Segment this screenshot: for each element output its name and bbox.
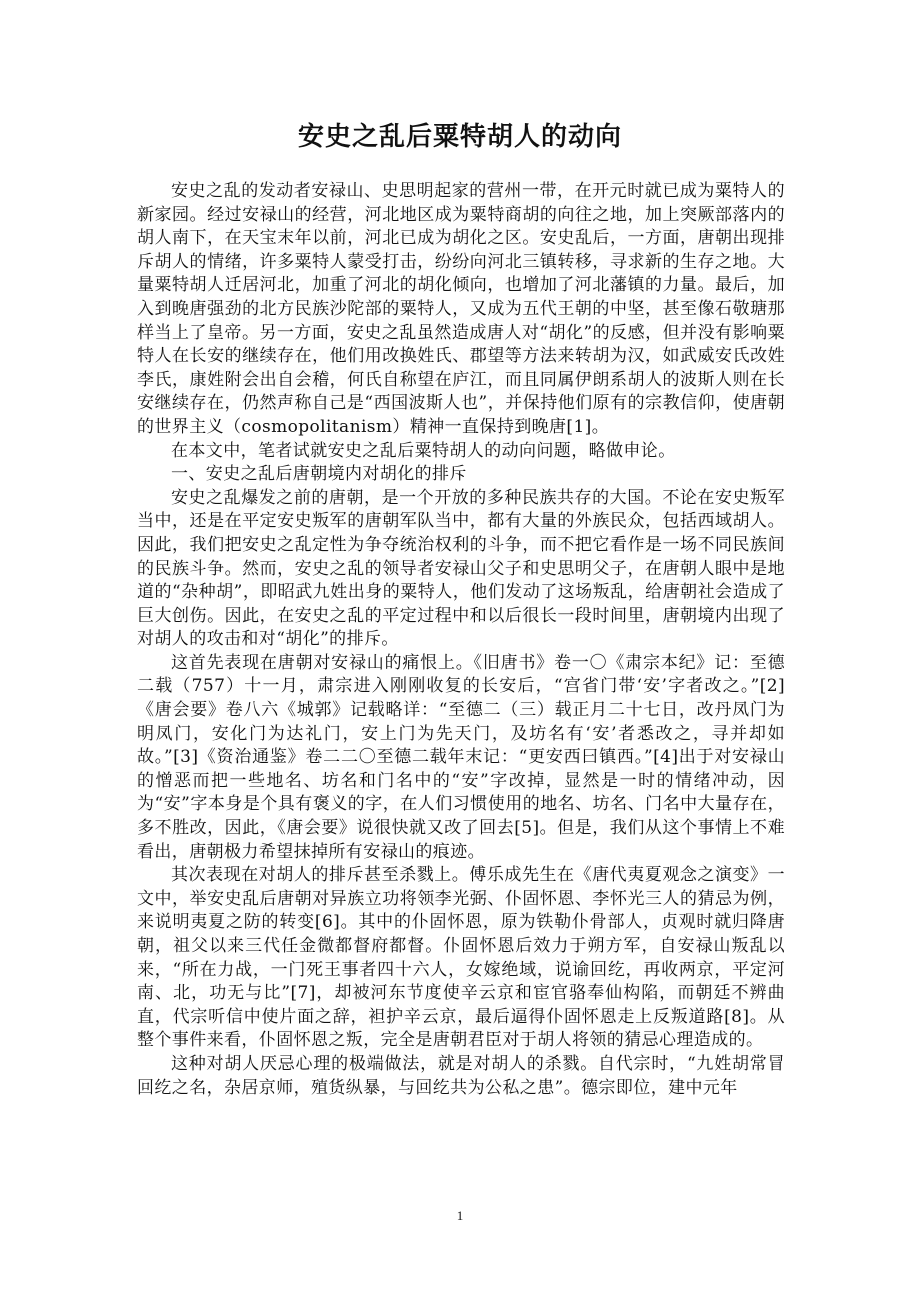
page-title: 安史之乱后粟特胡人的动向 bbox=[297, 122, 622, 152]
paragraph-intro: 安史之乱的发动者安禄山、史思明起家的营州一带，在开元时就已成为粟特人的新家园。经过安禄山的经营，河北地区成为粟特商胡的向往之地，加上突厥部落内的胡人南下，在天宝末年以前，河北已成为胡化之区。安史乱后，一方面，唐朝出现排斥胡人的情绪，许多粟特人蒙受打击，纷纷向河北三镇转移，寻求新的生存之地。大量粟特胡人迁居河北，加重了河北的胡化倾向，也增加了河北藩镇的力量。最后，加入到晚唐强劲的北方民族沙陀部的粟特人，又成为五代王朝的中坚，甚至像石敬瑭那样当上了皇帝。另一方面，安史之乱虽然造成唐人对“胡化”的反感，但并没有影响粟特人在长安的继续存在，他们用改换姓氏、郡望等方法来转胡为汉，如武威安氏改姓李氏，康姓附会出自会稽，何氏自称望在庐江，而且同属伊朗系胡人的波斯人则在长安继续存在，仍然声称自己是“西国波斯人也”，并保持他们原有的宗教信仰，使唐朝的世界主义（cosmopolitanism）精神一直保持到晚唐[1]。 bbox=[137, 181, 785, 437]
page-number: 1 bbox=[456, 1208, 464, 1223]
article-body bbox=[137, 180, 785, 1100]
section-heading: 一、安史之乱后唐朝境内对胡化的排斥 bbox=[171, 464, 467, 485]
paragraph-exclusion: 其次表现在对胡人的排斥甚至杀戮上。傅乐成先生在《唐代夷夏观念之演变》一文中，举安史乱后唐朝对异族立功将领李光弼、仆固怀恩、李怀光三人的猜忌为例，来说明夷夏之防的转变[6]。其中的仆固怀恩，原为铁勒仆骨部人，贞观时就归降唐朝，祖父以来三代任金微都督府都督。仆固怀恩后效力于朔方军，自安禄山叛乱以来，“所在力战，一门死王事者四十六人，女嫁绝域，说谕回纥，再收两京，平定河南、北，功无与比”[7]，却被河东节度使辛云京和宦官骆奉仙构陷，而朝廷不辨曲直，代宗听信中使片面之辞，袒护辛云京，最后逼得仆固怀恩走上反叛道路[8]。从整个事件来看，仆固怀恩之叛，完全是唐朝君臣对于胡人将领的猜忌心理造成的。 bbox=[137, 865, 785, 1051]
paragraph-background: 安史之乱爆发之前的唐朝，是一个开放的多种民族共存的大国。不论在安史叛军当中，还是在平定安史叛军的唐朝军队当中，都有大量的外族民众，包括西域胡人。因此，我们把安史之乱定性为争夺统治权利的斗争，而不把它看作是一场不同民族间的民族斗争。然而，安史之乱的领导者安禄山父子和史思明父子，在唐朝人眼中是地道的“杂种胡”，即昭武九姓出身的粟特人，他们发动了这场叛乱，给唐朝社会造成了巨大创伤。因此，在安史之乱的平定过程中和以后很长一段时间里，唐朝境内出现了对胡人的攻击和对“胡化”的排斥。 bbox=[137, 487, 785, 650]
paragraph-purpose: 在本文中，笔者试就安史之乱后粟特胡人的动向问题，略做申论。 bbox=[171, 440, 676, 461]
paragraph-killing: 这种对胡人厌忌心理的极端做法，就是对胡人的杀戮。自代宗时，“九姓胡常冒回纥之名，杂居京师，殖货纵暴，与回纥共为公私之患”。德宗即位，建中元年 bbox=[137, 1053, 785, 1098]
paragraph-renaming: 这首先表现在唐朝对安禄山的痛恨上。《旧唐书》卷一〇《肃宗本纪》记：至德二载（757）十一月，肃宗进入刚刚收复的长安后，“宫省门带‘安’字者改之。”[2]《唐会要》卷八六《城郭》记载略详：“至德二（三）载正月二十七日，改丹凤门为明凤门，安化门为达礼门，安上门为先天门，及坊名有‘安’者悉改之，寻并却如故。”[3]《资治通鉴》卷二二〇至德二载年末记：“更安西曰镇西。”[4]出于对安禄山的憎恶而把一些地名、坊名和门名中的“安”字改掉，显然是一时的情绪冲动，因为“安”字本身是个具有褒义的字，在人们习惯使用的地名、坊名、门名中大量存在，多不胜改，因此，《唐会要》说很快就又改了回去[5]。但是，我们从这个事情上不难看出，唐朝极力希望抹掉所有安禄山的痕迹。 bbox=[137, 652, 785, 862]
